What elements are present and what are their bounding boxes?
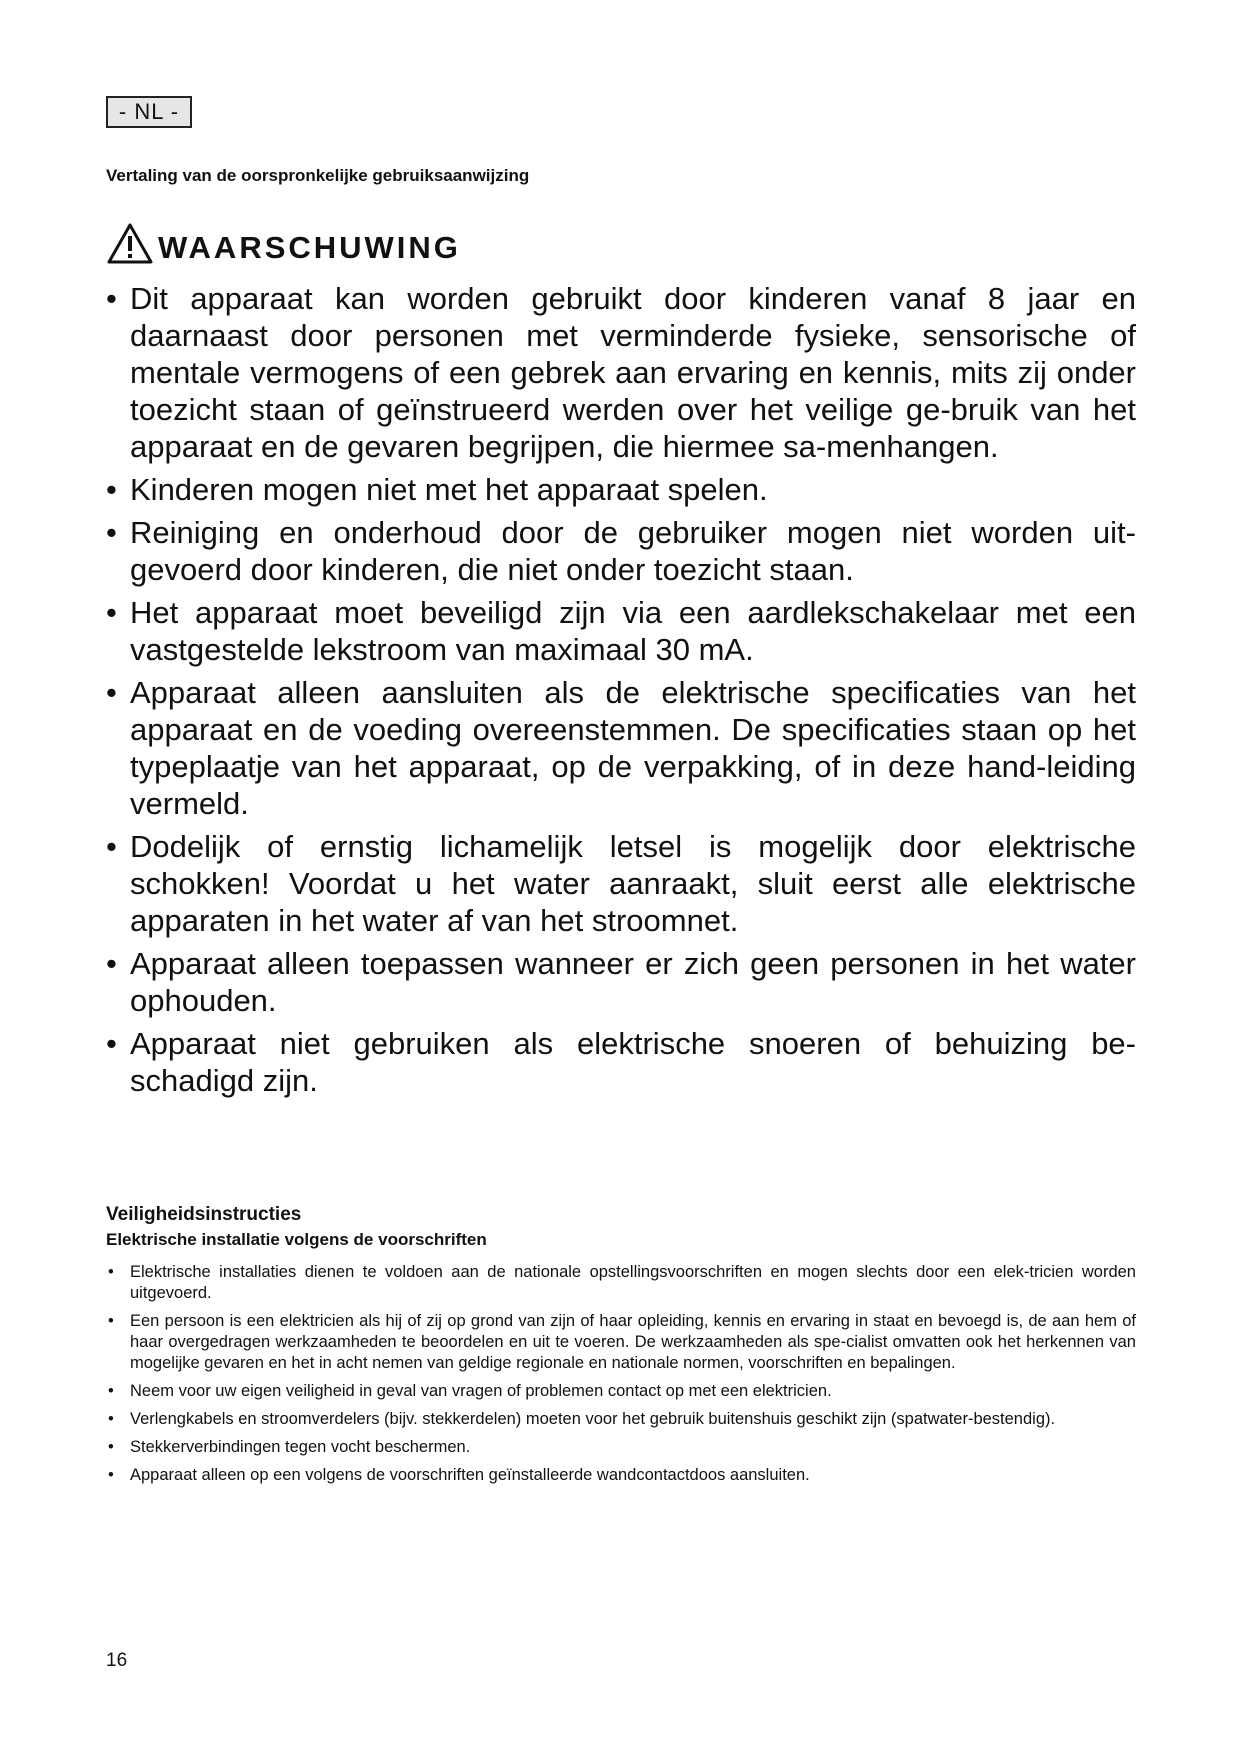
language-badge: - NL - bbox=[106, 96, 192, 128]
document-subtitle: Vertaling van de oorspronkelijke gebruiksaanwijzing bbox=[106, 166, 530, 185]
safety-item: • Neem voor uw eigen veiligheid in geval van vragen of problemen contact op met een elektricien. bbox=[106, 1381, 1136, 1402]
safety-item: • Stekkerverbindingen tegen vocht beschermen. bbox=[106, 1437, 1136, 1458]
warning-title: WAARSCHUWING bbox=[158, 230, 461, 265]
safety-section bbox=[106, 1198, 1136, 1493]
safety-item: • Een persoon is een elektricien als hij of zij op grond van zijn of haar opleiding, kennis en ervaring in staat en bevoegd is, de aan hem of haar overgedragen werkzaamheden te beoordelen en uit te voeren. De werkzaamheden als spe-cialist omvatten ook het herkennen van mogelijke gevaren en het in acht nemen van geldige regionale en nationale normen, voorschriften en bepalingen. bbox=[106, 1311, 1136, 1374]
safety-item: • Apparaat alleen op een volgens de voorschriften geïnstalleerde wandcontactdoos aansluiten. bbox=[106, 1465, 1136, 1486]
warning-triangle-icon bbox=[106, 222, 154, 266]
safety-item: • Elektrische installaties dienen te voldoen aan de nationale opstellingsvoorschriften en mogen slechts door een elek-tricien worden uitgevoerd. bbox=[106, 1262, 1136, 1304]
warning-item: • Dit apparaat kan worden gebruikt door kinderen vanaf 8 jaar en daarnaast door personen met verminderde fysieke, sensorische of mentale vermogens of een gebrek aan ervaring en kennis, mits zij onder toezicht staan of geïnstrueerd werden over het veilige ge-bruik van het apparaat en de gevaren begrijpen, die hiermee sa-menhangen. bbox=[106, 280, 1136, 465]
warning-item: • Kinderen mogen niet met het apparaat spelen. bbox=[106, 471, 1136, 508]
warning-item: • Apparaat niet gebruiken als elektrische snoeren of behuizing be-schadigd zijn. bbox=[106, 1025, 1136, 1099]
warning-list bbox=[106, 280, 1136, 1105]
warning-item: • Apparaat alleen aansluiten als de elektrische specificaties van het apparaat en de voeding overeenstemmen. De specificaties staan op het typeplaatje van het apparaat, op de verpakking, of in deze hand-leiding vermeld. bbox=[106, 674, 1136, 822]
safety-subtitle: Elektrische installatie volgens de voorschriften bbox=[106, 1230, 487, 1249]
safety-item: • Verlengkabels en stroomverdelers (bijv. stekkerdelen) moeten voor het gebruik buitenshuis geschikt zijn (spatwater-bestendig). bbox=[106, 1409, 1136, 1430]
page-number: 16 bbox=[106, 1650, 128, 1671]
warning-header bbox=[106, 214, 461, 274]
warning-item: • Dodelijk of ernstig lichamelijk letsel is mogelijk door elektrische schokken! Voordat u het water aanraakt, sluit eerst alle elektrische apparaten in het water af van het stroomnet. bbox=[106, 828, 1136, 939]
safety-list bbox=[106, 1262, 1136, 1486]
warning-item: • Het apparaat moet beveiligd zijn via een aardlekschakelaar met een vastgestelde lekstroom van maximaal 30 mA. bbox=[106, 594, 1136, 668]
warning-item: • Reiniging en onderhoud door de gebruiker mogen niet worden uit-gevoerd door kinderen, die niet onder toezicht staan. bbox=[106, 514, 1136, 588]
safety-title: Veiligheidsinstructies bbox=[106, 1204, 302, 1225]
warning-item: • Apparaat alleen toepassen wanneer er zich geen personen in het water ophouden. bbox=[106, 945, 1136, 1019]
